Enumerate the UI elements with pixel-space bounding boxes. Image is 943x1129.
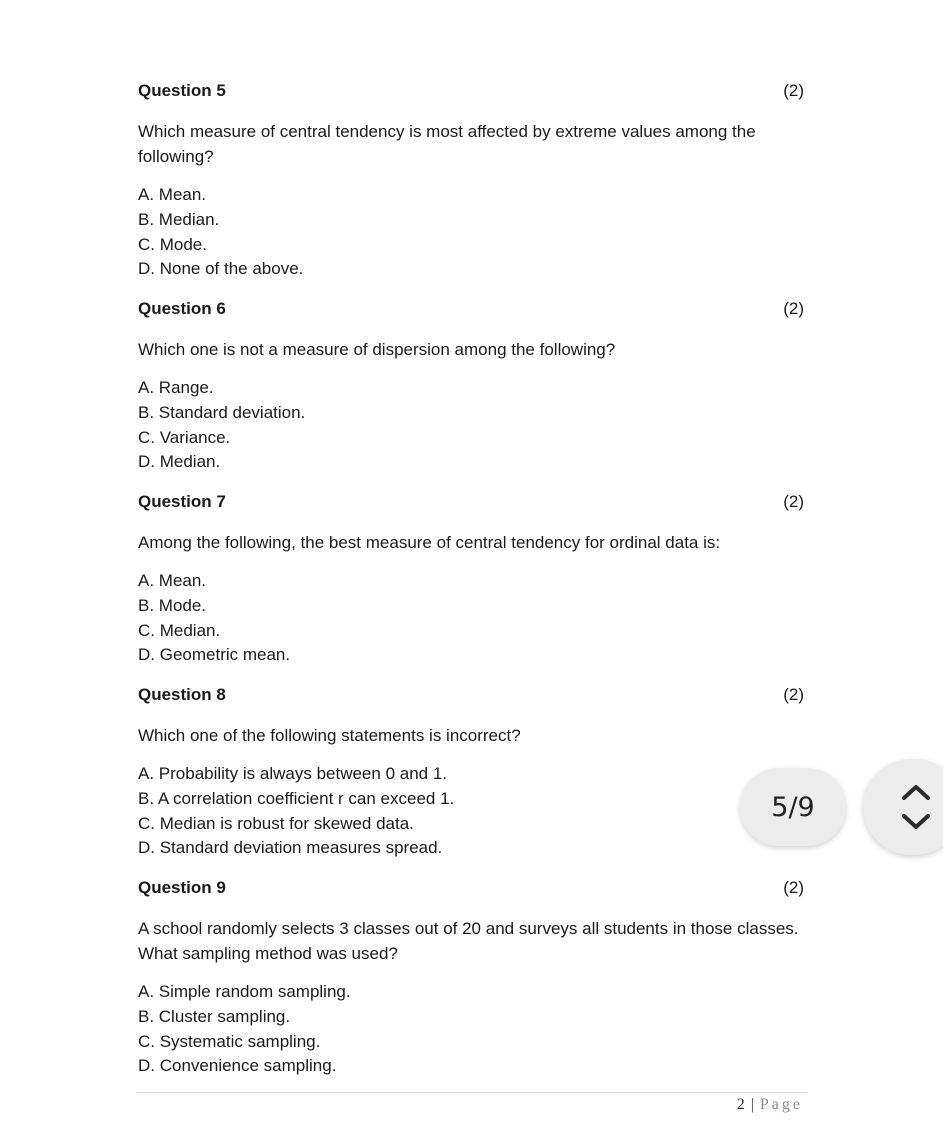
question-text: Which one of the following statements is incorrect? [138, 726, 521, 745]
option-d: D. Convenience sampling. [138, 1056, 337, 1076]
question-options [138, 183, 804, 282]
option-b: B. A correlation coefficient r can exceed 1. [138, 788, 455, 808]
question-options [138, 376, 804, 475]
question-marks: (2) [783, 492, 804, 511]
chevron-up-icon [899, 781, 933, 803]
question-8 [138, 683, 804, 861]
question-header [138, 297, 804, 321]
question-text: Among the following, the best measure of central tendency for ordinal data is: [138, 533, 721, 552]
question-marks: (2) [783, 878, 804, 897]
option-a: A. Probability is always between 0 and 1. [138, 764, 448, 783]
question-header [138, 79, 804, 103]
question-5 [138, 79, 804, 282]
option-d: D. Geometric mean. [138, 645, 291, 665]
question-text: A school randomly selects 3 classes out of 20 and surveys all students in those classes. What sampling method was used? [138, 919, 799, 963]
option-c: C. Systematic sampling. [138, 1031, 321, 1051]
option-d: D. None of the above. [138, 259, 304, 279]
option-c: C. Median. [138, 620, 221, 640]
question-6 [138, 297, 804, 475]
option-b: B. Mode. [138, 595, 207, 615]
question-title: Question 6 [138, 299, 226, 318]
footer-divider [137, 1092, 807, 1093]
question-9 [138, 876, 804, 1079]
question-title: Question 7 [138, 492, 226, 511]
question-marks: (2) [783, 299, 804, 318]
question-header [138, 683, 804, 707]
option-c: C. Variance. [138, 427, 231, 447]
question-title: Question 5 [138, 81, 226, 100]
option-d: D. Standard deviation measures spread. [138, 838, 443, 858]
option-c: C. Mode. [138, 234, 207, 254]
option-b: B. Standard deviation. [138, 402, 306, 422]
option-b: B. Cluster sampling. [138, 1006, 291, 1026]
question-7 [138, 490, 804, 668]
previous-page-button[interactable] [899, 781, 933, 803]
footer-page-number: 2 [736, 1096, 746, 1113]
option-a: A. Mean. [138, 185, 207, 204]
option-a: A. Simple random sampling. [138, 982, 351, 1001]
page-footer [737, 1096, 803, 1114]
question-header [138, 876, 804, 900]
option-d: D. Median. [138, 452, 221, 472]
question-marks: (2) [783, 685, 804, 704]
footer-separator: | [750, 1096, 755, 1113]
option-b: B. Median. [138, 209, 220, 229]
option-a: A. Range. [138, 378, 214, 397]
question-options [138, 980, 804, 1079]
question-title: Question 9 [138, 878, 226, 897]
question-options [138, 762, 804, 861]
question-options [138, 569, 804, 668]
footer-page-label: Page [759, 1096, 803, 1113]
option-a: A. Mean. [138, 571, 207, 590]
question-title: Question 8 [138, 685, 226, 704]
page-indicator[interactable]: 5/9 [740, 768, 846, 846]
question-text: Which measure of central tendency is most affected by extreme values among the following? [138, 122, 756, 166]
option-c: C. Median is robust for skewed data. [138, 813, 414, 833]
question-text: Which one is not a measure of dispersion among the following? [138, 340, 616, 359]
question-marks: (2) [783, 81, 804, 100]
question-header [138, 490, 804, 514]
chevron-down-icon [899, 811, 933, 833]
next-page-button[interactable] [899, 811, 933, 833]
